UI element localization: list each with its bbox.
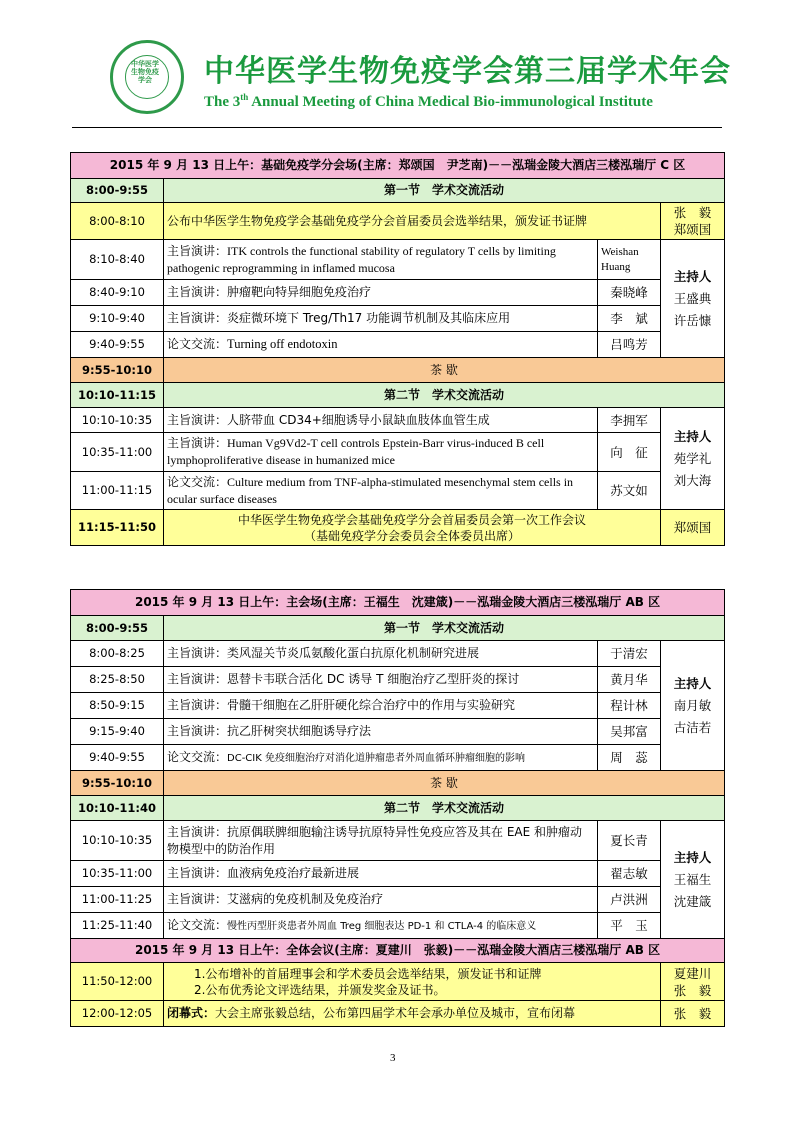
row-time: 8:00-8:25	[71, 641, 164, 667]
break-label: 茶 歇	[164, 771, 725, 796]
section-time: 10:10-11:40	[71, 796, 164, 821]
row-title: 主旨演讲：ITK controls the functional stability of regulatory T cells by limiting pathogenic reprogramming in inflamed mucosa	[164, 240, 598, 280]
plenary-speakers: 夏建川 张 毅	[661, 963, 725, 1001]
closing-time: 12:00-12:05	[71, 1001, 164, 1027]
page-number: 3	[390, 1052, 396, 1064]
row-time: 10:35-11:00	[71, 433, 164, 472]
row-title: 主旨演讲：骨髓干细胞在乙肝肝硬化综合治疗中的作用与实验研究	[164, 693, 598, 719]
row-title: 主旨演讲：恩替卡韦联合活化 DC 诱导 T 细胞治疗乙型肝炎的探讨	[164, 667, 598, 693]
row-speaker: 李 斌	[598, 306, 661, 332]
host-cell: 主持人 苑学礼 刘大海	[661, 408, 725, 510]
row-title: 主旨演讲：抗原偶联脾细胞输注诱导抗原特异性免疫应答及其在 EAE 和肿瘤动物模型中的防治作用	[164, 821, 598, 861]
section-time: 8:00-9:55	[71, 179, 164, 203]
row-speaker: 平 玉	[598, 913, 661, 939]
schedule-table-main-hall	[70, 589, 725, 1027]
row-speaker: 秦晓峰	[598, 280, 661, 306]
page-header	[100, 38, 731, 120]
host-cell: 主持人 王盛典 许岳慷	[661, 240, 725, 358]
row-speaker: 吕鸣芳	[598, 332, 661, 358]
row-speaker: 翟志敏	[598, 861, 661, 887]
meeting-title: 中华医学生物免疫学会基础免疫学分会首届委员会第一次工作会议 （基础免疫学分会委员会全体委员出席）	[164, 510, 661, 546]
title-english: The 3th Annual Meeting of China Medical Bio-immunological Institute	[204, 92, 653, 110]
meeting-speaker: 郑颂国	[661, 510, 725, 546]
section-title: 第一节 学术交流活动	[164, 179, 725, 203]
row-speaker: 卢洪洲	[598, 887, 661, 913]
row-title: 主旨演讲：艾滋病的免疫机制及免疫治疗	[164, 887, 598, 913]
row-time: 10:10-10:35	[71, 408, 164, 433]
plenary-heading: 2015 年 9 月 13 日上午：全体会议(主席：夏建川 张毅)－－泓瑞金陵大酒店三楼泓瑞厅 AB 区	[71, 939, 725, 963]
row-time: 10:35-11:00	[71, 861, 164, 887]
row-speaker: 李拥军	[598, 408, 661, 433]
host-cell: 主持人 王福生 沈建箴	[661, 821, 725, 939]
section-title: 第二节 学术交流活动	[164, 796, 725, 821]
row-title: 公布中华医学生物免疫学会基础免疫学分会首届委员会选举结果，颁发证书证牌	[164, 203, 661, 240]
break-time: 9:55-10:10	[71, 358, 164, 383]
row-time: 11:25-11:40	[71, 913, 164, 939]
row-title: 主旨演讲：人脐带血 CD34+细胞诱导小鼠缺血肢体血管生成	[164, 408, 598, 433]
row-speaker: 张 毅 郑颂国	[661, 203, 725, 240]
row-time: 9:15-9:40	[71, 719, 164, 745]
row-speaker: 夏长青	[598, 821, 661, 861]
plenary-time: 11:50-12:00	[71, 963, 164, 1001]
row-time: 8:00-8:10	[71, 203, 164, 240]
row-time: 8:10-8:40	[71, 240, 164, 280]
row-speaker: Weishan Huang	[598, 240, 661, 280]
session-heading: 2015 年 9 月 13 日上午：基础免疫学分会场(主席：郑颂国 尹芝南)－－泓瑞金陵大酒店三楼泓瑞厅 C 区	[71, 153, 725, 179]
row-title: 主旨演讲：肿瘤靶向特异细胞免疫治疗	[164, 280, 598, 306]
row-time: 9:40-9:55	[71, 332, 164, 358]
row-title: 论文交流：慢性丙型肝炎患者外周血 Treg 细胞表达 PD-1 和 CTLA-4 的临床意义	[164, 913, 598, 939]
section-title: 第二节 学术交流活动	[164, 383, 725, 408]
row-title: 主旨演讲：抗乙肝树突状细胞诱导疗法	[164, 719, 598, 745]
closing-speaker: 张 毅	[661, 1001, 725, 1027]
logo-text: 中华医学生物免疫学会	[131, 59, 159, 84]
host-cell: 主持人 南月敏 古洁若	[661, 641, 725, 771]
row-time: 8:25-8:50	[71, 667, 164, 693]
meeting-time: 11:15-11:50	[71, 510, 164, 546]
header-rule	[72, 127, 722, 128]
row-time: 9:40-9:55	[71, 745, 164, 771]
closing-text: 闭幕式：大会主席张毅总结，公布第四届学术年会承办单位及城市，宣布闭幕	[164, 1001, 661, 1027]
row-title: 论文交流：Culture medium from TNF-alpha-stimulated mesenchymal stem cells in ocular surface diseases	[164, 472, 598, 510]
section-title: 第一节 学术交流活动	[164, 616, 725, 641]
row-speaker: 周 蕊	[598, 745, 661, 771]
row-time: 8:40-9:10	[71, 280, 164, 306]
row-time: 11:00-11:15	[71, 472, 164, 510]
break-time: 9:55-10:10	[71, 771, 164, 796]
row-title: 主旨演讲：类风湿关节炎瓜氨酸化蛋白抗原化机制研究进展	[164, 641, 598, 667]
session-heading: 2015 年 9 月 13 日上午：主会场(主席：王福生 沈建箴)－－泓瑞金陵大酒店三楼泓瑞厅 AB 区	[71, 590, 725, 616]
row-speaker: 吴邦富	[598, 719, 661, 745]
row-speaker: 苏文如	[598, 472, 661, 510]
row-time: 10:10-10:35	[71, 821, 164, 861]
row-time: 11:00-11:25	[71, 887, 164, 913]
row-time: 8:50-9:15	[71, 693, 164, 719]
row-title: 论文交流：Turning off endotoxin	[164, 332, 598, 358]
plenary-items: 1.公布增补的首届理事会和学术委员会选举结果，颁发证书和证牌 2.公布优秀论文评选结果，并颁发奖金及证书。	[164, 963, 661, 1001]
row-speaker: 程计林	[598, 693, 661, 719]
society-logo	[110, 40, 184, 114]
title-chinese: 中华医学生物免疫学会第三届学术年会	[204, 54, 731, 89]
row-speaker: 黄月华	[598, 667, 661, 693]
row-speaker: 于清宏	[598, 641, 661, 667]
section-time: 8:00-9:55	[71, 616, 164, 641]
row-speaker: 向 征	[598, 433, 661, 472]
row-title: 论文交流：DC-CIK 免疫细胞治疗对消化道肿瘤患者外周血循环肿瘤细胞的影响	[164, 745, 598, 771]
row-title: 主旨演讲：Human Vg9Vd2-T cell controls Epstein-Barr virus-induced B cell lymphoproliferative disease in humanized mice	[164, 433, 598, 472]
row-title: 主旨演讲：血液病免疫治疗最新进展	[164, 861, 598, 887]
row-time: 9:10-9:40	[71, 306, 164, 332]
section-time: 10:10-11:15	[71, 383, 164, 408]
schedule-table-basic-immunology	[70, 152, 725, 546]
break-label: 茶 歇	[164, 358, 725, 383]
row-title: 主旨演讲：炎症微环境下 Treg/Th17 功能调节机制及其临床应用	[164, 306, 598, 332]
